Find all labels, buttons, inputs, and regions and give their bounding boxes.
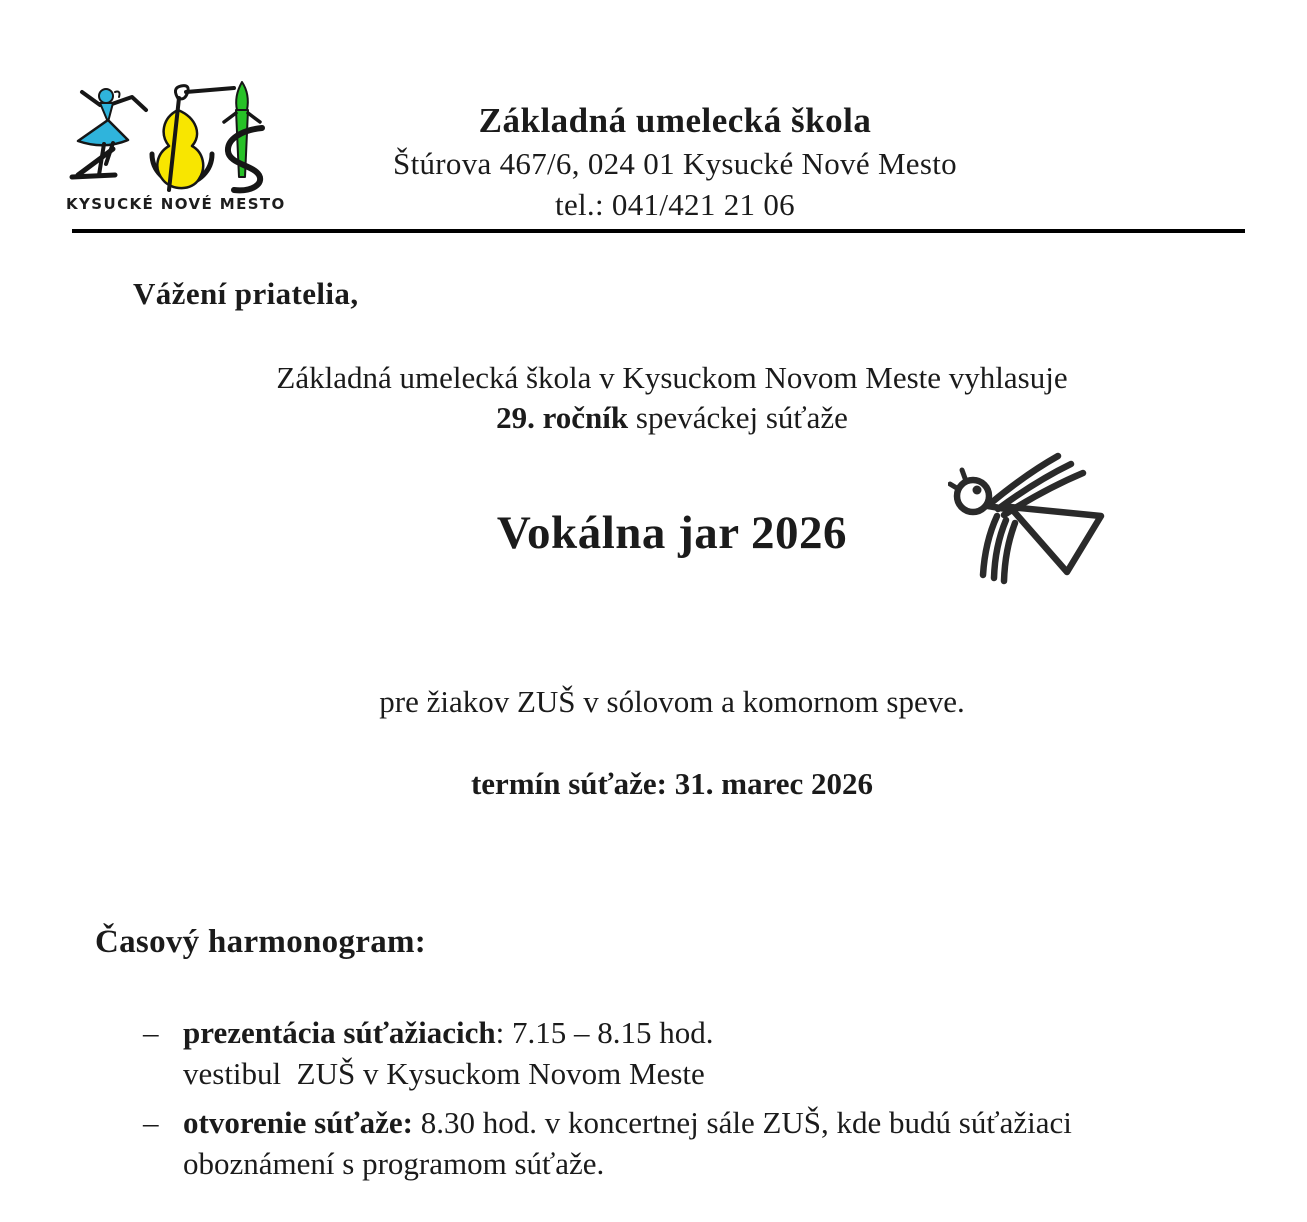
item-line2: vestibul ZUŠ v Kysuckom Novom Meste [183, 1056, 705, 1091]
dash-bullet: – [143, 1015, 159, 1050]
audience-line: pre žiakov ZUŠ v sólovom a komornom speve. [379, 684, 965, 719]
edition-rest: speváckej súťaže [628, 400, 848, 435]
edition-number: 29. ročník [496, 400, 629, 435]
cello-icon [152, 86, 234, 190]
school-name: Základná umelecká škola [478, 101, 872, 140]
item-line2: oboznámení s programom súťaže. [183, 1146, 605, 1181]
schedule-item-text [183, 1012, 1253, 1094]
dash-bullet: – [143, 1105, 159, 1140]
letterhead [320, 99, 1030, 225]
list-item [143, 1012, 1253, 1094]
zus-logo [66, 80, 272, 194]
announcement-line2 [37, 398, 1307, 438]
schedule-list [143, 1012, 1253, 1184]
dancer-icon [72, 89, 146, 177]
announcement-line1: Základná umelecká škola v Kysuckom Novom Meste vyhlasuje [276, 360, 1068, 395]
announcement [37, 358, 1307, 438]
school-phone: tel.: 041/421 21 06 [555, 187, 795, 222]
singing-bird-icon [948, 446, 1110, 586]
competition-title: Vokálna jar 2026 [496, 507, 848, 559]
logo-caption: KYSUCKÉ NOVÉ MESTO [66, 195, 286, 213]
paintbrush-icon [224, 82, 262, 190]
salutation: Vážení priatelia, [133, 276, 359, 311]
item-detail: 8.30 hod. v koncertnej sále ZUŠ, kde budú súťažiaci [412, 1105, 1072, 1140]
item-label: otvorenie súťaže: [183, 1105, 413, 1140]
item-label: prezentácia súťažiacich [183, 1015, 496, 1050]
schedule-heading: Časový harmonogram: [95, 924, 427, 960]
school-address: Štúrova 467/6, 024 01 Kysucké Nové Mesto [393, 146, 957, 181]
header-divider [72, 229, 1245, 233]
date-line: termín súťaže: 31. marec 2026 [470, 766, 874, 801]
list-item [143, 1102, 1253, 1184]
schedule-item-text [183, 1102, 1253, 1184]
item-detail: : 7.15 – 8.15 hod. [495, 1015, 714, 1050]
